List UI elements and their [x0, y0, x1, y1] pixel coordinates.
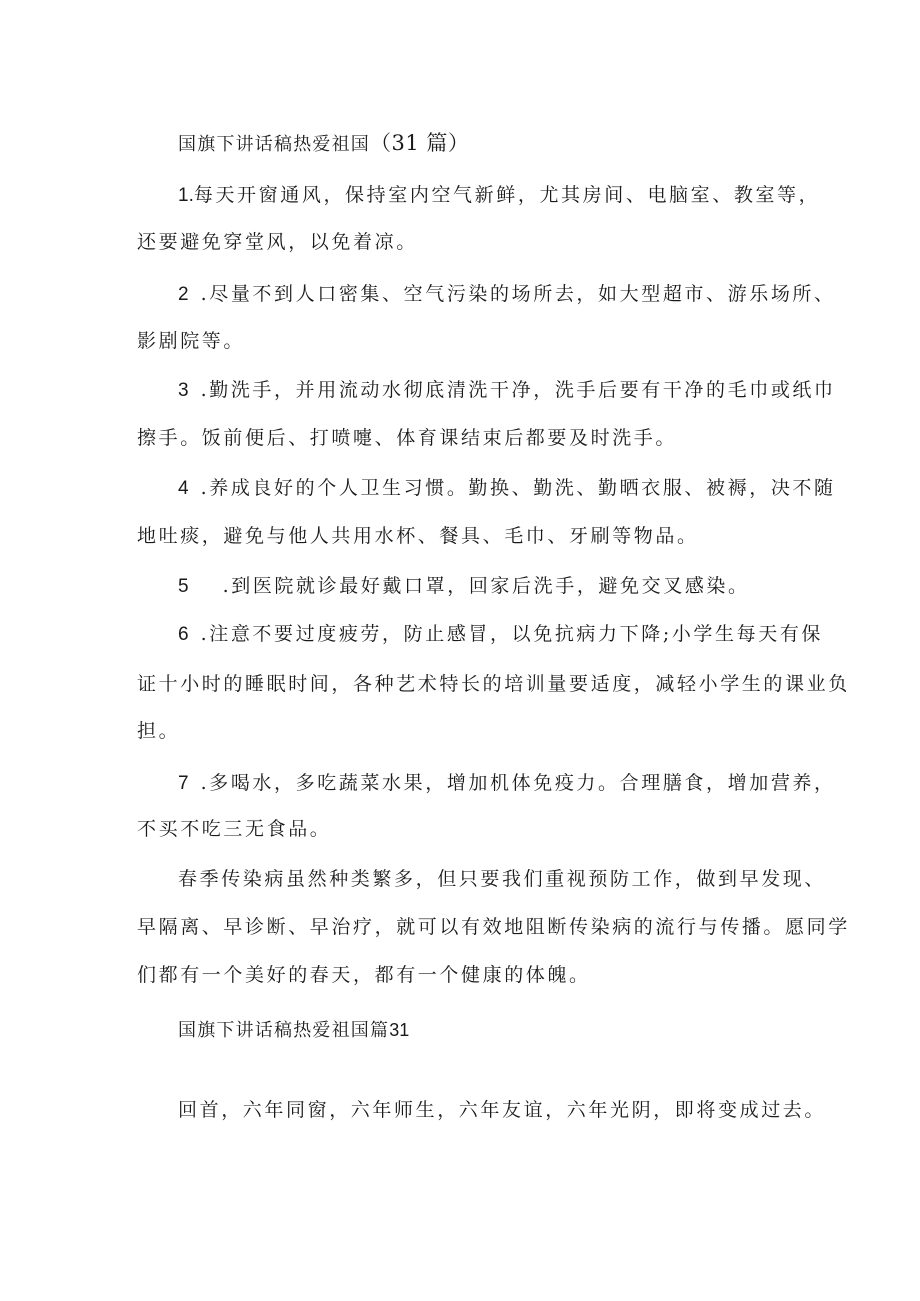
list-item-number: 3 [178, 380, 189, 401]
list-item-6-line-1 [178, 622, 823, 647]
list-item-7-line-2: 不买不吃三无食品。 [137, 818, 332, 840]
closing-paragraph-line-2: 早隔离、早诊断、早治疗，就可以有效地阻断传染病的流行与传播。愿同学 [137, 916, 850, 938]
subtitle-number: 31 [389, 1020, 410, 1040]
closing-paragraph-line-1: 春季传染病虽然种类繁多，但只要我们重视预防工作，做到早发现、 [178, 868, 827, 890]
title-text: 国旗下讲话稿热爱祖国 [178, 134, 370, 155]
list-item-number: 2 [178, 284, 189, 305]
list-item-6-line-3: 担。 [137, 720, 181, 742]
list-item-number: 4 [178, 478, 189, 499]
opening-paragraph-line-1: 回首，六年同窗，六年师生，六年友谊，六年光阴，即将变成过去。 [178, 1099, 827, 1121]
list-item-2-line-1 [178, 282, 836, 307]
list-item-5-line-1 [178, 574, 750, 599]
list-item-text: .尽量不到人口密集、空气污染的场所去，如大型超市、游乐场所、 [200, 283, 836, 305]
list-item-number: 7 [178, 773, 189, 794]
title-count: （31 篇） [370, 131, 470, 155]
list-item-3-line-1 [178, 378, 836, 403]
list-item-text: .多喝水，多吃蔬菜水果，增加机体免疫力。合理膳食，增加营养， [200, 772, 836, 794]
list-item-3-line-2: 擦手。饭前便后、打喷嚏、体育课结束后都要及时洗手。 [137, 427, 678, 449]
list-item-text: .勤洗手，并用流动水彻底清洗干净，洗手后要有干净的毛巾或纸巾 [200, 379, 836, 401]
list-item-2-line-2: 影剧院等。 [137, 330, 246, 352]
list-item-text: .注意不要过度疲劳，防止感冒，以免抗病力下降;小学生每天有保 [200, 623, 824, 645]
section-subtitle [178, 1018, 409, 1043]
list-item-text: .到医院就诊最好戴口罩，回家后洗手，避免交叉感染。 [222, 575, 750, 597]
list-item-7-line-1 [178, 771, 836, 796]
closing-paragraph-line-3: 们都有一个美好的春天，都有一个健康的体魄。 [137, 964, 591, 986]
list-item-number: 1. [178, 185, 194, 206]
document-title [178, 131, 469, 157]
list-item-4-line-1 [178, 476, 836, 501]
list-item-6-line-2: 证十小时的睡眠时间，各种艺术特长的培训量要适度，减轻小学生的课业负 [137, 673, 850, 695]
list-item-number: 6 [178, 624, 189, 645]
list-item-1-line-1 [178, 183, 820, 208]
list-item-text: 每天开窗通风，保持室内空气新鲜，尤其房间、电脑室、教室等， [193, 184, 821, 206]
list-item-1-line-2: 还要避免穿堂风，以免着凉。 [137, 231, 418, 253]
list-item-number: 5 [178, 576, 189, 597]
subtitle-text: 国旗下讲话稿热爱祖国篇 [178, 1020, 390, 1041]
list-item-4-line-2: 地吐痰，避免与他人共用水杯、餐具、毛巾、牙刷等物品。 [137, 525, 699, 547]
list-item-text: .养成良好的个人卫生习惯。勤换、勤洗、勤晒衣服、被褥，决不随 [200, 477, 836, 499]
